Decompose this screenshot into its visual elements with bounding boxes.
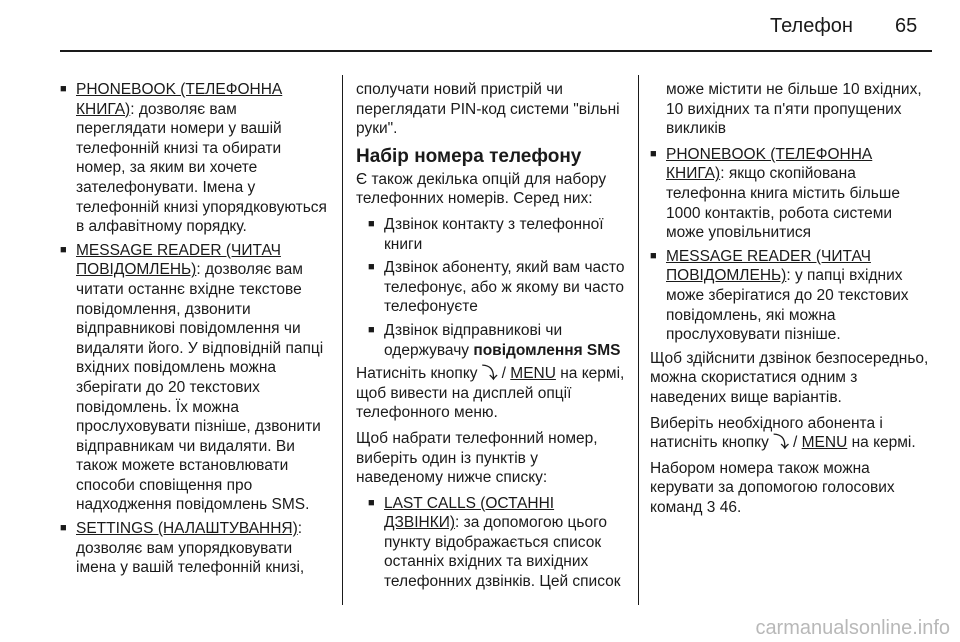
item-heading: LAST CALLS (ОСТАННІ ДЗВІНКИ) (384, 494, 555, 532)
bullet-icon: ■ (368, 496, 375, 509)
list-text: Дзвінок абоненту, який вам часто телефонує, або ж якому ви часто телефонуєте (384, 259, 625, 316)
bullet-icon: ■ (368, 217, 375, 230)
page-title: Телефон (770, 15, 853, 37)
list-text (368, 494, 626, 592)
column-1 (60, 80, 330, 582)
column-3 (650, 80, 932, 523)
page-number: 65 (895, 15, 918, 37)
list-text-part: Дзвінок відправникові чи одержувачу (384, 321, 563, 359)
text-part: Набором номера також можна керувати за допомогою голосових команд (650, 459, 895, 516)
list-text (368, 321, 626, 360)
item-heading: PHONEBOOK (ТЕЛЕФОННА КНИГА) (666, 145, 873, 183)
text-part: / (788, 434, 802, 452)
bullet-icon: ■ (650, 147, 657, 160)
header-divider (60, 50, 932, 52)
text-part: 46. (715, 498, 742, 516)
item-heading: PHONEBOOK (ТЕЛЕФОННА КНИГА) (76, 81, 283, 118)
intro-text: Є також декілька опцій для набору телефонних номерів. Серед них: (356, 170, 607, 208)
item-heading: MESSAGE READER (ЧИТАЧ ПОВІДОМЛЕНЬ) (666, 247, 871, 285)
item-text: : якщо скопійована телефонна книга містить більше 1000 контактів, робота системи може уповільнитися (666, 165, 900, 242)
bullet-icon: ■ (60, 83, 67, 95)
item-text: : у папці вхідних може зберігатися до 20 текстових повідомлень, які можна прослуховувати пізніше. (666, 267, 909, 344)
list-item (650, 145, 932, 243)
bullet-icon: ■ (60, 243, 67, 256)
text-part: / (497, 365, 511, 383)
list-item (356, 494, 626, 592)
paragraph: Щоб набрати телефонний номер, виберіть один із пунктів у наведеному нижче списку: (356, 429, 598, 487)
list-item (60, 519, 330, 578)
phone-icon: ⤵ (481, 365, 498, 383)
column-2 (356, 80, 626, 596)
bullet-icon: ■ (368, 261, 375, 274)
item-text: : дозволяє вам переглядати номери у вашій телефонній книзі та обирати номер, за яким ви хочете зателефонувати. Імена у телефонній книзі упорядковуються в алфавітному порядку. (76, 100, 327, 236)
text-part: Виберіть необхідного абонента і натисніть кнопку (650, 414, 883, 452)
list-item (60, 80, 330, 237)
continued-text: може містити не більше 10 вхідних, 10 вихідних та п'яти пропущених викликів (666, 81, 922, 138)
watermark: carmanualsonline.info (755, 617, 950, 640)
list-text: Дзвінок контакту з телефонної книги (384, 215, 604, 253)
list-item (650, 247, 932, 345)
column-divider (342, 75, 343, 605)
sms-bold: повідомлення SMS (473, 341, 621, 359)
paragraph (650, 414, 932, 453)
item-heading: MESSAGE READER (ЧИТАЧ ПОВІДОМЛЕНЬ) (76, 241, 281, 279)
item-text: : дозволяє вам читати останнє вхідне текстове повідомлення, дзвонити відправникові повідомлення чи видаляти його. У відповідній папці вхідних повідомлень можна зберігати до 20 текстових повідомлень. Їх можна прослуховувати пізніше, дзвонити відправникам чи видаляти. Ви також можете встановлювати способи сповіщення про надходження повідомлень SMS. (76, 261, 324, 514)
list-item (356, 321, 626, 360)
item-text: : за допомогою цього пункту відображається список останніх вхідних та вихідних телефонних дзвінків. Цей список (384, 514, 621, 591)
page-reference-icon: 3 (706, 498, 716, 516)
paragraph (356, 364, 626, 423)
bullet-icon: ■ (60, 522, 67, 535)
list-item (60, 241, 330, 515)
item-heading: SETTINGS (НАЛАШТУВАННЯ) (76, 520, 298, 538)
continued-text: сполучати новий пристрій чи переглядати PIN-код системи "вільні руки". (356, 81, 620, 138)
list-item (356, 215, 626, 254)
column-divider (638, 75, 639, 605)
text-part: Натисніть кнопку (356, 365, 482, 383)
item-text: : дозволяє вам упорядковувати імена у вашій телефонній книзі, (76, 520, 305, 577)
bullet-icon: ■ (650, 249, 657, 262)
section-heading: Набір номера телефону (356, 145, 582, 167)
menu-label: MENU (801, 434, 848, 452)
text-part: на кермі, щоб вивести на дисплей опції телефонного меню. (356, 365, 625, 422)
phone-icon: ⤵ (773, 434, 789, 452)
paragraph: Щоб здійснити дзвінок безпосередньо, можна скористатися одним з наведених вище варіантів. (650, 349, 929, 406)
paragraph (650, 459, 932, 518)
menu-label: MENU (510, 365, 556, 383)
list-item (356, 258, 626, 317)
text-part: на кермі. (847, 434, 916, 452)
bullet-icon: ■ (368, 323, 375, 336)
